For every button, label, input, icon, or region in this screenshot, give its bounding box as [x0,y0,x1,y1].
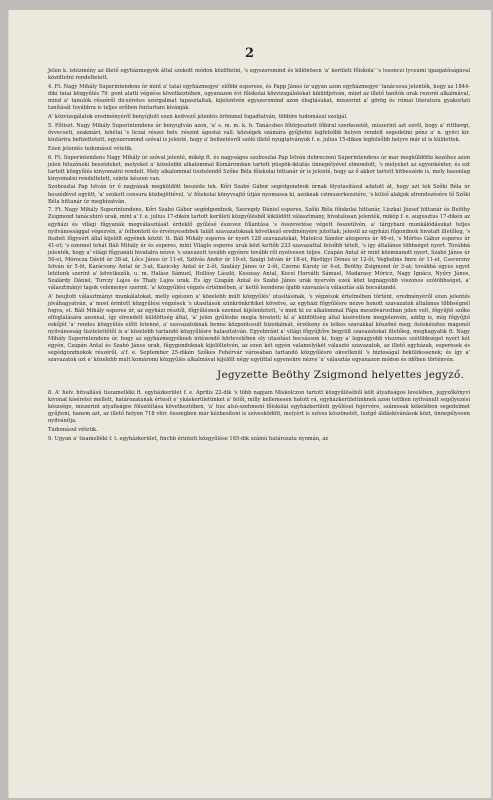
paragraph: A' közvizsgálatok eredményéről benyújtott ezen kedvező jelentés örömmel fogadtatván, többire tudomásul szolgál. [48,113,348,120]
signature-line: Jegyzette Beöthy Zsigmond helyettes jegyző. [217,369,464,382]
paragraph: 5. Főtiszt. Nagy Mihály Superintendens úr benyujtván azon, 'a' s. m. m. k. h. Tanácsbes főtörjesztett főbiral szerkezetét, miszerint azt ezről, hogy a' ritthergi, övvecseti, szakmári, lehétai 's liczai részei helv. részint ágostai vall. községek számára gyűjtetni legfelsőbb helyen rendelt segedelmi pénz a' n. gyöci kir. kiutárira befizettetett, egyszersmind szóval is jelenté, hogy a' befizetésről szóló illető nyugtatványok f. e. julius 15-diken legfelsőbb helyre már el is küldettek. [48,122,470,143]
page-number: 2 [244,46,255,61]
paragraph: Jelen k. istėzmény az illető egyházmegyék által szokott módon közöltetni, 's egyszersmind és különösen 'a' kerületi főiskola' 's losonczi lyceumi igazgatóságával közöltetni rendeltetett. [48,68,470,82]
paragraph: 9. Ugyan a' tisamelléki f. t. egyházkerület, finchb érintett közgyűlése 165-dik számú határozata nyomán, az [48,436,329,443]
paragraph: Tudomásul vétetik. [48,427,98,434]
document-page [8,10,491,798]
paragraph: 7. Ft. Nagy Mihály Superintendens, Kőri Szabó Gábor segédgondnok, Szeregdy Dániel esperes, Szőki Béla főiskolai hittanár, Liszkai József hittanár és Beöthy Zsigmond tanácsbiró urak, mint a' f. e. julius 17-dikén tartott kerületi közgyűlésből kiküldött választmány, hivatalosan jelenték, mikép f. e. augusztus 17-dikén az egyházi és világi fűgyanák megválasztását érdeklő gyűlésé észevez főlantása 's összevetése végett összeülvén, a' tárgyhani munkálódásukat teljes nyilvánossággal végezvén, a' felbontott és érvényesebbek talált szavazatoknak következő eredményére jutottak; jelesül az egyházi fűgondnok hivatalt illetőleg, 's fiszhét főgyeért állal kijelölt egyének közül: tt. Báli Mihály esperes úr nyert 128 szavazatokat, Matolcsi Sándor alesperes úr 46-ot, 's Mórtos Gábor esperes úr 41-et; 's ezennel tehát Báli Mihály úr és esperes, mint Világlo esperes urak közt kettőb 233 szavazattal felsőbb tételt, 's így általános többséget nyert. Továbbá jelenték, hogy a' világi fűgyanáti hivatalra nézve 's szavazott tovább egyénre tovább ről nyelvesen teljes. Czapán Antal úr mint közmnanott nyert, Szabó János úr 50-et, Mórocza Dávid úr 38-at, Lőcs János úr 11-et, Szilvás Andor úr 19-et, Szalgi István úr 18-et, Pávölgyi Dénes úr 12-őt, Veghelins Imre úr 11-et, Csererzny István úr 5-öt, Karácsony Antal úr 3-at, Kazicsky Antal úr 2-őt, Szalázy János úr 2-őt, Czerne Károly úr 4-et, Beöthy Zsigmond úr 3-at; továbbá egyes egyet letétenk szerint a' következők, u. m. Halász Sámuel, Hollósy László, Keszeay Antal, Kocsi Horváth Sámuel, Madarasy Móricz, Nagy Ignácz, Nyúry János, Szalárdy Dániel, Turczy Lajos és Thaly Lajos urak. És így Czapán Antal és Szabó János urak nyervén ezek közt legnagyobb viszonos szótöbbséget, a' választmányi tagok velemenye szerint, 'a' közgyűlési végzés értelmében, a' kettő leendene újabb szavazás'a választás alá bocsátandó. [48,207,470,291]
paragraph: 4. Ft. Nagy Mihály Superintendens úr mint a' tatai egyházmegye' előbbi esperese, és Papp János úr ugyan azon egyházmegye' tanácsosa jelenték, hogy az 1844-diki tatai közgyűlés 79. pont alatti végzése következtében, ugyanazon évi főiskolai közvizsgálatokat kiküldjetván, mind az illető tanítók urak rezoréi alkalmával, mind a' tanulók részéről dicséretes szorgalmat tapasztaltak, kijelentvén egyszersmind azon óhajtásukat, miszerint a' görög és római literatura gyakorlati tanítását továbbra is teljes erőben fentartani kívánják. [48,83,470,112]
page-body [48,68,470,445]
paragraph: 6. Ft. Superintendens Nagy Mihály úr szóval jelenté, mikép ft. és nagyságos szoboszlai Pap István debreczeni Superintendens úr mar megküldötte kezéhez azon jelen hitszónoki beszédeket, melyeket a' közelebbi alkalommal Komáromban tartott püspök-iktatás ünnepélyével elmondott, 's melyeket az egyenkénter, és ezt tartott közgyűlés kinyomatni rendelt. Mely alkalommal tisztelendő Szőke Béla főiskolai hittanár úr is jelenté, hogy az ő akkor tartott hitbeszéde is, mely hasonlag kinyomatni rendeltetett, szinte készen van. [48,154,470,182]
paragraph: Ezen jelentés tudomásul vétetik. [48,145,133,152]
paragraph: Szoboszlai Pap István úr ő nagyának megküldött beszéde tek. Kőri Szabó Gábor segédgondnok úrnak ölyutasításul adatott át, hogy azt tek Szőki Béla úr beszédével együtt, 'a' szokott censura közbejöttével, 'a' főiskolai könyvsajtó útján nyomassa ki, azoknak czimszerkezetére, 's külső alakjok elrendezésére tő Szőki Béla hittanár úr megbízatván. [48,184,470,205]
paragraph: 8. A' helv. hitvallású tiszamelléki ft. egyházkerület f. e. Aprilis 22-dik 's több napjain Miskolczon tartott közgyűléséből költ átyafiságos levelében, jegyzőkönyvi kivonat kíséretei mellett, határozatának értesít e' ykáskerületünket a' felől, milly kellemesen hatott rá, egyházkerületünknek azon tetthen nyilvánult segélyezési készsége, miszerint atyafiságos fölszólítása következtében, 'a' tisz alsó-szehmeni főiskolai egyházkerületi gyűlései fejérvére, számosak kékelében segedelmet gyűjteni, hanem azt, az illető helyen 718 vfor. összegben már kézbesíteni is szívesködött, melyért is szíves köszönetét, Isztgő áldáskívánások közt, ünnepélyesen nyilvánítja. [48,390,470,425]
paragraph: A' beujtott választmányi munkálatokat, melly egészen a' közelebb múlt közgyűlés' utasításinak, 's végzésok értelmében történt, eredményéről ezen jelentés jóváhagyatván, a' most érintett közgyűlési végzések 's utasítások szinkrönkritiket követve, az egyházi főgyűlésre nézve bonott szavazatok általános többségnél fogva, st. Báli Mihály esperes úr, az egyházi résztől, főgyűlésnek ezennel kijelentetett, 's mint ki ez alkalommal Pápa meszövároslban jelen volt, főgyűjtő szőke elfoglalására azonnal, így elrendelt küldöttség által, 'a' jelen gyűlésbe megla hivatott; kí a' küldöttség által kisérettem megjelenvén, addig is, míg főgyűjtő eskűjét 'a' rendes közgyűlés előtt letenné, a' szavazatoknak benne központosult bizodalmát, érzékeny és lelkes szavakkal köszöné meg; ösöskésztee magonól nyilvánosság tisztelettőtől is a' közelebb tartandó közgyűlésre halasztatván. Egyebiránt a' világi főgyűjtőre begyült szavazatokat illetőleg, meghagyatik ft. Nagy Mihály Superintendens úr, hogy az egyházmegyéknek intézendő körlevelében oly utasítást bocsásson ki, hogy a' legnagyobb viszonos szótöbbséget nyert két egyén, Czapán Antal és Szabó János urak, fűgygondoknak kijelöltetvén, az ezen két egyén valamelyikét választó szavazatok, az illető egyházak, esperesek és segédgondnokok részéről, a'f. e. September 25-dikén Szőkes Fehérvár városában tartandó közgyűlésre okvetlenül 's biztoságal beküldessenek; és így a' szavazatok ozt e' közelebb mult komáromi közgyűlés alkalmával kijelölt négy együttal egyenekre nézve 'a' választás egyanazon módon és időben történvén. [48,293,470,364]
